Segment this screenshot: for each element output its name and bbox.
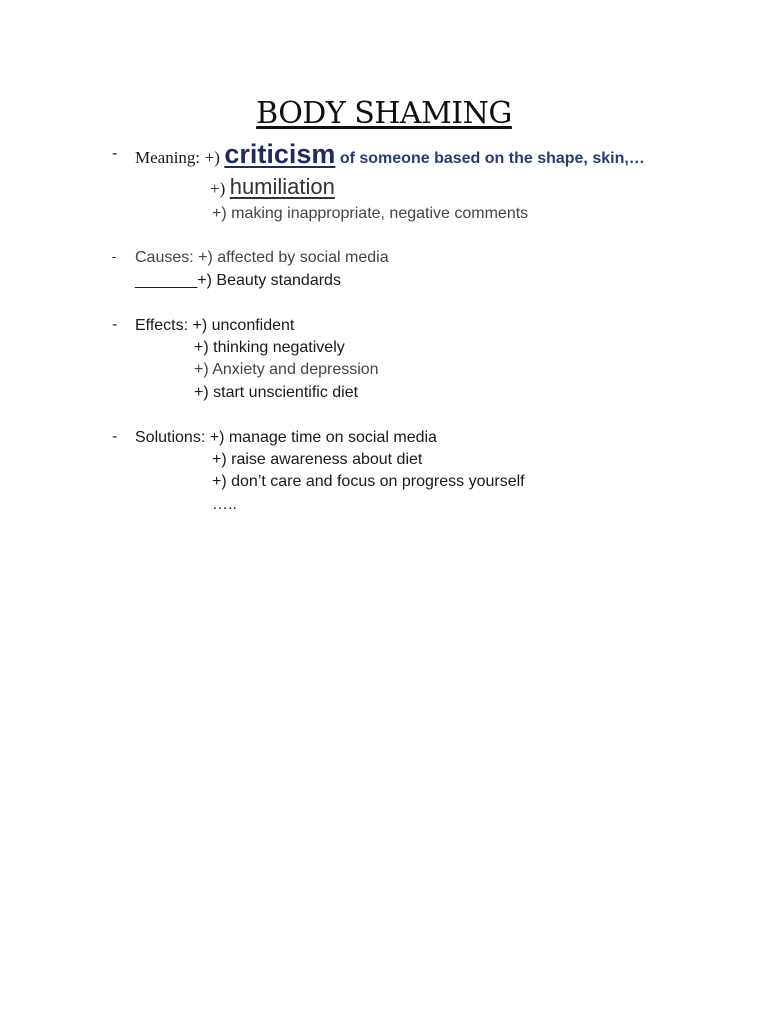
bullet-dash-causes: -: [112, 249, 117, 264]
effects-item-1: +) unconfident: [192, 317, 295, 334]
causes-label: Causes:: [135, 249, 194, 266]
meaning-bullet-1-prefix: +): [204, 148, 220, 167]
page-title: BODY SHAMING: [256, 96, 512, 131]
meaning-line-1: [135, 138, 645, 175]
solutions-item-1: +) manage time on social media: [209, 429, 437, 446]
causes-line-1: [135, 248, 389, 268]
effects-item-4: +) start unscientific diet: [194, 384, 359, 401]
meaning-bullet-2-prefix: +): [210, 179, 226, 198]
meaning-bullet-3: +) making inappropriate, negative comments: [212, 205, 529, 222]
effects-item-3: +) Anxiety and depression: [194, 361, 379, 378]
meaning-label: Meaning:: [135, 148, 201, 167]
meaning-bullet-1-text: of someone based on the shape, skin,…: [339, 150, 645, 167]
causes-blank-line: _______: [135, 272, 198, 289]
bullet-dash-solutions: -: [112, 428, 118, 445]
meaning-bullet-2-text: humiliation: [229, 174, 335, 199]
meaning-keyword-criticism: criticism: [224, 139, 336, 169]
bullet-dash-effects: -: [112, 316, 118, 333]
solutions-item-4: …..: [212, 496, 237, 513]
effects-item-2: +) thinking negatively: [194, 339, 345, 356]
solutions-line-1: [135, 428, 437, 448]
meaning-line-2: [210, 173, 335, 204]
bullet-dash-meaning: -: [112, 145, 118, 162]
effects-line-1: [135, 316, 294, 336]
solutions-item-2: +) raise awareness about diet: [212, 451, 423, 468]
causes-bullet-2: +) Beauty standards: [197, 272, 341, 289]
effects-label: Effects:: [135, 317, 189, 334]
solutions-label: Solutions:: [135, 429, 206, 446]
causes-bullet-1: +) affected by social media: [198, 249, 389, 266]
solutions-item-3: +) don’t care and focus on progress yourself: [212, 473, 525, 490]
causes-line-2: [135, 271, 341, 291]
